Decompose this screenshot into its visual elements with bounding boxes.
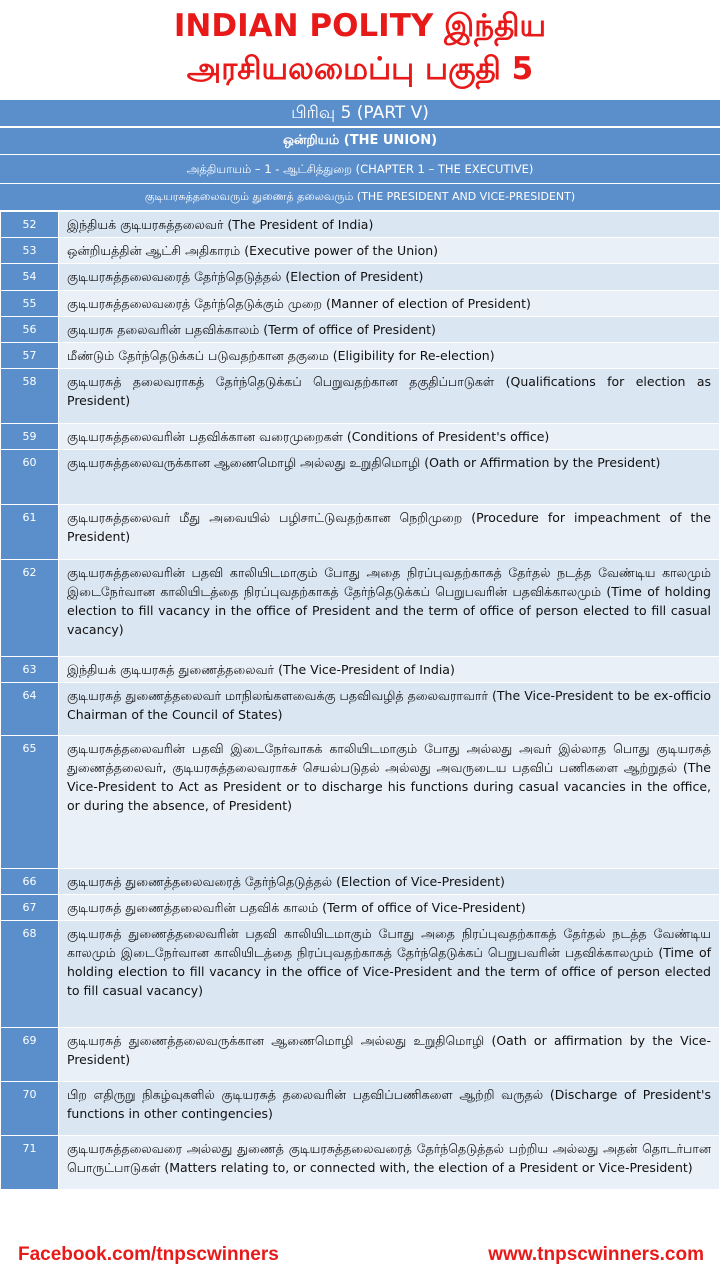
website-link[interactable]: www.tnpscwinners.com — [488, 1244, 704, 1265]
article-number: 58 — [1, 369, 59, 424]
chapter-header: அத்தியாயம் – 1 - ஆட்சித்துறை (CHAPTER 1 – THE EXECUTIVE) — [0, 155, 720, 184]
article-number: 71 — [1, 1136, 59, 1190]
table-row — [1, 264, 720, 291]
article-text: குடியரசுத் துணைத்தலைவர் மாநிலங்களவைக்கு பதவிவழித் தலைவராவார் (The Vice-President to be ex-officio Chairman of the Council of States) — [59, 683, 720, 736]
article-text: ஒன்றியத்தின் ஆட்சி அதிகாரம் (Executive power of the Union) — [59, 238, 720, 264]
article-number: 60 — [1, 450, 59, 505]
article-number: 62 — [1, 560, 59, 657]
table-row — [1, 657, 720, 683]
table-row — [1, 736, 720, 869]
article-number: 70 — [1, 1082, 59, 1136]
article-text: இந்தியக் குடியரசுத்தலைவர் (The President of India) — [59, 212, 720, 238]
article-text: குடியரசுத்தலைவரை அல்லது துணைத் குடியரசுத்தலைவரைத் தேர்ந்தெடுத்தல் பற்றிய அல்லது அதன் தொடர்பான பொருட்பாடுகள் (Matters relating to, or connected with, the election of a President or Vice-President) — [59, 1136, 720, 1190]
article-number: 59 — [1, 424, 59, 450]
article-text: குடியரசுத்தலைவரின் பதவி காலியிடமாகும் போது அதை நிரப்புவதற்காகத் தேர்தல் நடத்த வேண்டிய காலமும் இடைநேர்வான காலியிடத்தை நிரப்புவதற்காகத் தேர்ந்தெடுக்கப் பெறுபவரின் பதவிக்காலமும் (Time of holding election to fill vacancy in the office of President and the term of office of person elected to fill casual vacancy) — [59, 560, 720, 657]
table-row — [1, 1028, 720, 1082]
article-text: குடியரசுத் துணைத்தலைவரைத் தேர்ந்தெடுத்தல் (Election of Vice-President) — [59, 869, 720, 895]
table-row — [1, 1082, 720, 1136]
table-row — [1, 560, 720, 657]
article-text: குடியரசுத்தலைவரைத் தேர்ந்தெடுக்கும் முறை (Manner of election of President) — [59, 291, 720, 317]
article-number: 53 — [1, 238, 59, 264]
section-header: குடியரசுத்தலைவரும் துணைத் தலைவரும் (THE PRESIDENT AND VICE-PRESIDENT) — [0, 184, 720, 211]
article-number: 65 — [1, 736, 59, 869]
article-number: 54 — [1, 264, 59, 291]
table-row — [1, 343, 720, 369]
table-row — [1, 921, 720, 1028]
article-number: 52 — [1, 212, 59, 238]
union-header: ஒன்றியம் (THE UNION) — [0, 127, 720, 155]
article-text: குடியரசுத்தலைவரின் பதவிக்கான வரைமுறைகள் (Conditions of President's office) — [59, 424, 720, 450]
article-text: இந்தியக் குடியரசுத் துணைத்தலைவர் (The Vice-President of India) — [59, 657, 720, 683]
article-number: 66 — [1, 869, 59, 895]
article-text: குடியரசு தலைவரின் பதவிக்காலம் (Term of office of President) — [59, 317, 720, 343]
article-text: மீண்டும் தேர்ந்தெடுக்கப் படுவதற்கான தகுமை (Eligibility for Re-election) — [59, 343, 720, 369]
article-number: 67 — [1, 895, 59, 921]
table-row — [1, 369, 720, 424]
article-text: குடியரசுத்தலைவருக்கான ஆணைமொழி அல்லது உறுதிமொழி (Oath or Affirmation by the President) — [59, 450, 720, 505]
table-row — [1, 683, 720, 736]
table-row — [1, 450, 720, 505]
article-number: 61 — [1, 505, 59, 560]
table-row — [1, 238, 720, 264]
article-number: 56 — [1, 317, 59, 343]
table-row — [1, 895, 720, 921]
footer — [0, 1240, 720, 1270]
article-text: குடியரசுத் துணைத்தலைவரின் பதவி காலியிடமாகும் போது அதை நிரப்புவதற்காகத் தேர்தல் நடத்த வேண்டிய காலமும் இடைநேர்வான காலியிடத்தை நிரப்புவதற்காகத் தேர்ந்தெடுக்கப் பெறுபவரின் பதவிக்காலமும் (Time of holding election to fill vacancy in the office of Vice-President and the term of office of person elected to fill casual vacancy) — [59, 921, 720, 1028]
articles-table — [0, 211, 720, 1190]
article-text: குடியரசுத் துணைத்தலைவருக்கான ஆணைமொழி அல்லது உறுதிமொழி (Oath or affirmation by the Vice-President) — [59, 1028, 720, 1082]
title-line-1: INDIAN POLITY இந்திய — [173, 8, 547, 44]
table-row — [1, 505, 720, 560]
article-number: 68 — [1, 921, 59, 1028]
article-number: 57 — [1, 343, 59, 369]
article-number: 63 — [1, 657, 59, 683]
article-number: 69 — [1, 1028, 59, 1082]
page-title — [0, 0, 720, 100]
table-row — [1, 212, 720, 238]
table-row — [1, 317, 720, 343]
article-text: குடியரசுத்தலைவர் மீது அவையில் பழிசாட்டுவதற்கான நெறிமுறை (Procedure for impeachment of the President) — [59, 505, 720, 560]
title-line-2: அரசியலமைப்பு பகுதி 5 — [186, 51, 534, 87]
article-number: 55 — [1, 291, 59, 317]
article-text: குடியரசுத்தலைவரைத் தேர்ந்தெடுத்தல் (Election of President) — [59, 264, 720, 291]
table-row — [1, 424, 720, 450]
article-text: குடியரசுத்தலைவரின் பதவி இடைநேர்வாகக் காலியிடமாகும் போது அல்லது அவர் இல்லாத பொது குடியரசுத் துணைத்தலைவர், குடியரசுத்தலைவராகச் செயல்படுதல் அல்லது அவருடைய பதவிப் பணிகளை ஆற்றுதல் (The Vice-President to Act as President or to discharge his functions during casual vacancies in the office, or during the absence, of President) — [59, 736, 720, 869]
article-text: பிற எதிருறு நிகழ்வுகளில் குடியரசுத் தலைவரின் பதவிப்பணிகளை ஆற்றி வருதல் (Discharge of President's functions in other contingencies) — [59, 1082, 720, 1136]
article-text: குடியரசுத் துணைத்தலைவரின் பதவிக் காலம் (Term of office of Vice-President) — [59, 895, 720, 921]
table-row — [1, 291, 720, 317]
facebook-link[interactable]: Facebook.com/tnpscwinners — [18, 1244, 279, 1265]
part-header: பிரிவு 5 (PART V) — [0, 100, 720, 127]
article-number: 64 — [1, 683, 59, 736]
article-text: குடியரசுத் தலைவராகத் தேர்ந்தெடுக்கப் பெறுவதற்கான தகுதிப்பாடுகள் (Qualifications for election as President) — [59, 369, 720, 424]
table-row — [1, 869, 720, 895]
table-row — [1, 1136, 720, 1190]
